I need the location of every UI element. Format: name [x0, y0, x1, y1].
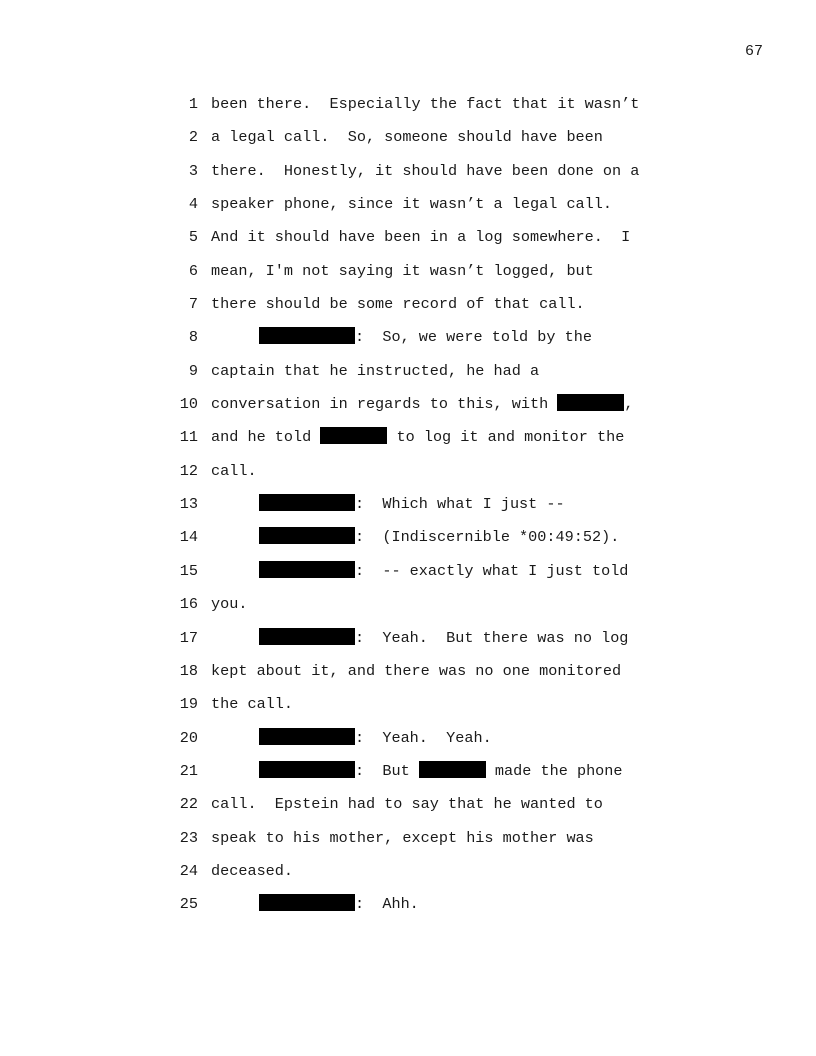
- text-segment: call.: [211, 461, 257, 480]
- text-segment: and he told: [211, 428, 321, 447]
- line-text: [211, 225, 630, 249]
- text-segment: call. Epstein had to say that he wanted to: [211, 795, 603, 814]
- transcript-line: [0, 192, 816, 225]
- text-segment: : -- exactly what I just told: [355, 561, 629, 580]
- text-segment: you.: [211, 595, 248, 614]
- redacted-speaker-name: [259, 561, 355, 578]
- line-text: [211, 626, 628, 650]
- line-number: 1: [188, 95, 198, 113]
- text-segment: the call.: [211, 695, 294, 714]
- transcript-line: [0, 726, 816, 759]
- line-number: 25: [179, 895, 198, 914]
- text-segment: made the phone: [485, 761, 623, 780]
- line-text: [211, 459, 257, 483]
- text-segment: deceased.: [211, 861, 294, 880]
- text-segment: speaker phone, since it wasn’t a legal call.: [211, 195, 613, 214]
- transcript-line: [0, 792, 816, 825]
- redacted-name: [557, 394, 624, 411]
- transcript-line: [0, 592, 816, 625]
- transcript-line: [0, 659, 816, 692]
- line-text: [211, 392, 633, 416]
- text-segment: : (Indiscernible *00:49:52).: [355, 528, 620, 547]
- line-text: [211, 92, 639, 116]
- text-segment: : Ahh.: [355, 895, 419, 914]
- transcript-line: [0, 125, 816, 158]
- line-text: [211, 592, 247, 616]
- transcript-line: [0, 392, 816, 425]
- line-text: [211, 692, 293, 716]
- text-segment: to log it and monitor the: [387, 428, 625, 447]
- redacted-speaker-name: [259, 761, 355, 778]
- redacted-speaker-name: [259, 327, 355, 344]
- transcript-line: [0, 325, 816, 358]
- line-text: [211, 525, 619, 549]
- line-text: [211, 659, 621, 683]
- transcript-line: [0, 225, 816, 258]
- line-number: 3: [188, 161, 198, 180]
- text-segment: a legal call. So, someone should have been: [211, 128, 603, 147]
- line-text: [211, 726, 492, 750]
- line-text: [211, 325, 592, 349]
- text-segment: kept about it, and there was no one monitored: [211, 661, 622, 680]
- line-number: 7: [188, 295, 198, 314]
- line-number: 18: [179, 661, 198, 680]
- line-text: [211, 359, 539, 383]
- line-number: 16: [179, 595, 198, 614]
- line-number: 24: [179, 861, 198, 880]
- text-segment: speak to his mother, except his mother was: [211, 828, 594, 847]
- transcript-line: [0, 626, 816, 659]
- line-number: 17: [179, 628, 198, 647]
- text-segment: been there. Especially the fact that it wasn’t: [211, 95, 640, 113]
- transcript-line: [0, 559, 816, 592]
- transcript-line: [0, 826, 816, 859]
- line-text: [211, 859, 293, 883]
- transcript-body: [0, 92, 816, 926]
- text-segment: : Which what I just --: [355, 495, 565, 514]
- text-segment: there should be some record of that call.: [211, 295, 585, 314]
- line-number: 21: [179, 761, 198, 780]
- redacted-speaker-name: [259, 628, 355, 645]
- line-text: [211, 492, 565, 516]
- line-number: 11: [179, 428, 198, 447]
- redacted-speaker-name: [259, 728, 355, 745]
- line-number: 4: [188, 195, 198, 214]
- redacted-name: [419, 761, 486, 778]
- redacted-speaker-name: [259, 894, 355, 911]
- line-number: 5: [188, 228, 198, 247]
- line-number: 22: [179, 795, 198, 814]
- line-number: 14: [179, 528, 198, 547]
- line-text: [211, 826, 594, 850]
- redacted-speaker-name: [259, 527, 355, 544]
- transcript-line: [0, 859, 816, 892]
- text-segment: captain that he instructed, he had a: [211, 361, 540, 380]
- transcript-line: [0, 892, 816, 925]
- transcript-line: [0, 692, 816, 725]
- transcript-line: [0, 459, 816, 492]
- line-text: [211, 259, 594, 283]
- transcript-line: [0, 759, 816, 792]
- line-text: [211, 759, 623, 783]
- transcript-line: [0, 525, 816, 558]
- line-text: [211, 792, 603, 816]
- text-segment: : Yeah. Yeah.: [355, 728, 492, 747]
- line-number: 6: [188, 261, 198, 280]
- transcript-line: [0, 425, 816, 458]
- redacted-name: [320, 427, 387, 444]
- line-number: 12: [179, 461, 198, 480]
- page-number: 67: [744, 43, 763, 60]
- text-segment: there. Honestly, it should have been done on a: [211, 161, 640, 180]
- text-segment: conversation in regards to this, with: [211, 395, 558, 414]
- line-number: 2: [188, 128, 198, 147]
- redacted-speaker-name: [259, 494, 355, 511]
- line-number: 8: [188, 328, 198, 347]
- line-text: [211, 559, 628, 583]
- line-number: 13: [179, 495, 198, 514]
- transcript-line: [0, 92, 816, 125]
- transcript-line: [0, 492, 816, 525]
- line-text: [211, 292, 585, 316]
- text-segment: ,: [624, 395, 634, 414]
- line-number: 20: [179, 728, 198, 747]
- line-text: [211, 159, 639, 183]
- line-number: 19: [179, 695, 198, 714]
- line-text: [211, 192, 612, 216]
- transcript-line: [0, 292, 816, 325]
- text-segment: : But: [355, 761, 419, 780]
- line-number: 15: [179, 561, 198, 580]
- line-number: 10: [179, 395, 198, 414]
- line-text: [211, 425, 624, 449]
- line-number: 23: [179, 828, 198, 847]
- transcript-line: [0, 259, 816, 292]
- text-segment: : So, we were told by the: [355, 328, 592, 347]
- line-text: [211, 125, 603, 149]
- line-text: [211, 892, 419, 916]
- line-number: 9: [188, 361, 198, 380]
- text-segment: And it should have been in a log somewhere. I: [211, 228, 631, 247]
- transcript-line: [0, 159, 816, 192]
- text-segment: mean, I'm not saying it wasn’t logged, but: [211, 261, 594, 280]
- text-segment: : Yeah. But there was no log: [355, 628, 629, 647]
- transcript-line: [0, 359, 816, 392]
